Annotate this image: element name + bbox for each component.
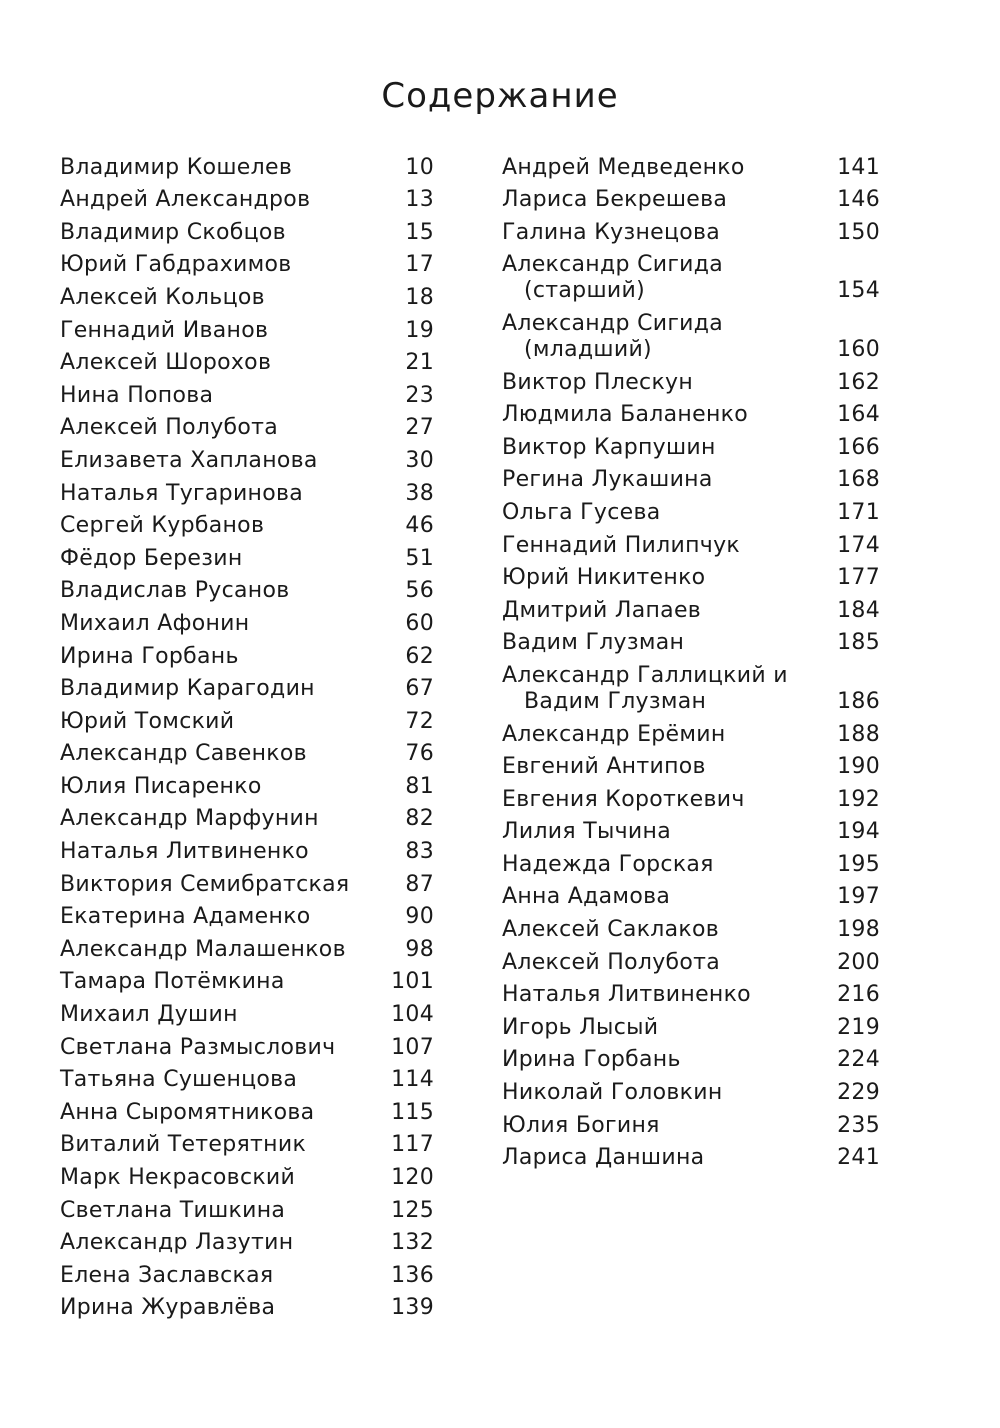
toc-entry	[502, 1011, 880, 1044]
toc-entry	[60, 249, 434, 282]
toc-entry-author-line: Татьяна Сушенцова	[60, 1067, 298, 1093]
toc-entry-page-number: 23	[405, 382, 434, 408]
toc-entry	[60, 379, 434, 412]
toc-entry-author	[60, 709, 234, 735]
toc-entry	[502, 1142, 880, 1175]
toc-entry-author	[502, 950, 720, 976]
toc-entry-author-line-continued: (старший)	[524, 278, 645, 304]
toc-entry-page-number: 17	[405, 252, 434, 278]
toc-entry-page-number: 177	[837, 565, 880, 591]
toc-entry-author-line: Светлана Размыслович	[60, 1034, 336, 1060]
toc-entry-author	[60, 644, 239, 670]
toc-entry-author	[502, 533, 740, 559]
toc-entry-author	[60, 350, 271, 376]
toc-entry-author-line: Александр Лазутин	[60, 1230, 294, 1256]
toc-entry-author	[502, 155, 745, 181]
toc-entry-author-line: Елизавета Хапланова	[60, 447, 318, 473]
toc-entry	[502, 496, 880, 529]
toc-entry-author	[60, 252, 292, 278]
toc-entry-author-line: Алексей Кольцов	[60, 284, 265, 310]
toc-entry-page-number: 164	[837, 402, 880, 428]
toc-entry	[60, 281, 434, 314]
toc-entry-author	[502, 467, 713, 493]
toc-entry-page-number: 241	[837, 1145, 880, 1171]
toc-entry-page-number: 104	[391, 1002, 434, 1028]
toc-entry	[60, 901, 434, 934]
toc-entry	[502, 431, 880, 464]
toc-entry-author-line: Надежда Горская	[502, 851, 714, 877]
toc-entry-author	[60, 806, 319, 832]
toc-entry-author	[60, 839, 309, 865]
toc-entry-author-line: Виталий Тетерятник	[60, 1132, 307, 1158]
toc-entry-author	[502, 663, 788, 715]
toc-entry	[502, 562, 880, 595]
toc-entry-author-line: Екатерина Адаменко	[60, 904, 311, 930]
toc-entry-author-line: Геннадий Иванов	[60, 317, 269, 343]
toc-entry-page-number: 27	[405, 415, 434, 441]
toc-entry	[60, 705, 434, 738]
toc-entry-author-line: Владимир Кошелев	[60, 154, 293, 180]
toc-entry-page-number: 141	[837, 154, 880, 180]
toc-entry-author-line: Владимир Скобцов	[60, 219, 286, 245]
toc-entry-author-line: Виктория Семибратская	[60, 871, 350, 897]
toc-entry-author-line: Наталья Тугаринова	[60, 480, 304, 506]
toc-entry-author	[60, 155, 292, 181]
toc-entry	[60, 1161, 434, 1194]
toc-entry-page-number: 101	[391, 969, 434, 995]
toc-entry-page-number: 13	[405, 187, 434, 213]
toc-entry-author-line: Михаил Душин	[60, 1002, 238, 1028]
toc-entry-author-line: Регина Лукашина	[502, 467, 713, 493]
toc-entry-author	[60, 1295, 275, 1321]
toc-entry	[60, 477, 434, 510]
toc-entry-author-line: Юлия Богиня	[502, 1112, 660, 1138]
toc-entry-author	[502, 982, 751, 1008]
toc-entry-author-line: Галина Кузнецова	[502, 219, 721, 245]
toc-entry	[60, 868, 434, 901]
toc-entry	[60, 1227, 434, 1260]
toc-entry-author-line: Тамара Потёмкина	[60, 969, 285, 995]
toc-entry-page-number: 62	[405, 643, 434, 669]
toc-entry	[60, 673, 434, 706]
toc-entry-page-number: 114	[391, 1067, 434, 1093]
toc-entry-author	[60, 513, 264, 539]
toc-entry-author-line-continued: Вадим Глузман	[524, 688, 707, 714]
toc-entry-author-line: Ирина Горбань	[502, 1047, 681, 1073]
toc-entry	[502, 464, 880, 497]
toc-entry-author-line: Ольга Гусева	[502, 499, 661, 525]
toc-entry	[60, 444, 434, 477]
toc-entry-author	[60, 481, 303, 507]
toc-entry-page-number: 38	[405, 480, 434, 506]
toc-entry	[60, 412, 434, 445]
toc-entry-page-number: 117	[391, 1132, 434, 1158]
toc-entry-author	[60, 1100, 314, 1126]
toc-entry-author-line: Александр Галлицкий и	[502, 662, 788, 688]
toc-entry	[60, 1259, 434, 1292]
toc-entry-author	[502, 722, 726, 748]
toc-entry	[502, 783, 880, 816]
toc-entry-author	[60, 611, 249, 637]
toc-entry-author	[502, 1113, 660, 1139]
toc-entry-page-number: 160	[837, 336, 880, 362]
toc-entry-author-line: Николай Головкин	[502, 1080, 723, 1106]
toc-entry-author	[502, 819, 671, 845]
toc-entry	[502, 366, 880, 399]
toc-entry-page-number: 98	[405, 936, 434, 962]
toc-entry-author-line: Алексей Полубота	[60, 415, 279, 441]
toc-entry-page-number: 166	[837, 434, 880, 460]
toc-entry-page-number: 60	[405, 610, 434, 636]
toc-entry	[60, 1031, 434, 1064]
toc-entry-author-line: Ирина Журавлёва	[60, 1295, 276, 1321]
toc-entry-page-number: 87	[405, 871, 434, 897]
toc-entry-author-line: Андрей Александров	[60, 187, 311, 213]
toc-entry	[60, 216, 434, 249]
toc-entry-author-line: Алексей Шорохов	[60, 350, 272, 376]
toc-entry	[60, 607, 434, 640]
toc-entry-author-line: Юрий Томский	[60, 708, 235, 734]
toc-entry-author-line: Вадим Глузман	[502, 630, 685, 656]
toc-entry	[60, 933, 434, 966]
toc-entry-author	[502, 1080, 723, 1106]
toc-entry-page-number: 115	[391, 1099, 434, 1125]
toc-entry-author	[502, 1145, 704, 1171]
toc-entry-page-number: 125	[391, 1197, 434, 1223]
toc-entry	[60, 738, 434, 771]
toc-entry-author	[60, 1263, 273, 1289]
toc-entry	[60, 347, 434, 380]
toc-entry-author-line: Юрий Никитенко	[502, 565, 706, 591]
toc-entry	[60, 314, 434, 347]
toc-entry-page-number: 10	[405, 154, 434, 180]
toc-entry-author	[60, 220, 286, 246]
toc-entry-page-number: 81	[405, 773, 434, 799]
toc-entry	[502, 249, 880, 308]
toc-entry-author	[502, 187, 727, 213]
toc-entry	[60, 1064, 434, 1097]
toc-entry	[60, 640, 434, 673]
toc-entry-author	[502, 852, 714, 878]
toc-entry-page-number: 19	[405, 317, 434, 343]
toc-entry-page-number: 168	[837, 467, 880, 493]
toc-entry	[502, 881, 880, 914]
toc-entry	[60, 1194, 434, 1227]
toc-entry-author-line: Анна Адамова	[502, 884, 671, 910]
toc-entry-page-number: 67	[405, 676, 434, 702]
toc-entry-author-line: Нина Попова	[60, 382, 214, 408]
toc-entry	[60, 803, 434, 836]
toc-entry-page-number: 185	[837, 630, 880, 656]
toc-entry	[60, 770, 434, 803]
toc-entry-author-line: Александр Малашенков	[60, 936, 346, 962]
toc-entry	[60, 966, 434, 999]
toc-entry-author	[60, 676, 315, 702]
toc-entry-author	[60, 448, 318, 474]
toc-entry-page-number: 192	[837, 786, 880, 812]
toc-entry-author	[60, 578, 290, 604]
toc-entry-author-line: Игорь Лысый	[502, 1014, 659, 1040]
toc-entry-author-line: Ирина Горбань	[60, 643, 239, 669]
toc-entry-author	[60, 383, 213, 409]
toc-entry-author-line: Марк Некрасовский	[60, 1165, 296, 1190]
toc-entry	[502, 307, 880, 366]
toc-entry-page-number: 15	[405, 219, 434, 245]
toc-entry-author	[60, 872, 349, 898]
toc-entry-page-number: 120	[391, 1165, 434, 1190]
toc-entry	[502, 184, 880, 217]
toc-entry-page-number: 174	[837, 532, 880, 558]
toc-entry	[502, 816, 880, 849]
toc-entry-author-line: Евгений Антипов	[502, 754, 706, 780]
toc-entry-page-number: 132	[391, 1230, 434, 1256]
toc-entry-page-number: 198	[837, 917, 880, 943]
toc-right-column	[502, 151, 880, 1174]
toc-entry-author	[60, 969, 285, 995]
toc-entry-page-number: 18	[405, 284, 434, 310]
toc-entry-author-line: Наталья Литвиненко	[60, 839, 309, 865]
toc-entry-author-line: Алексей Саклаков	[502, 917, 720, 943]
toc-entry-author-line: Виктор Плескун	[502, 369, 694, 395]
toc-entry-author	[502, 1015, 658, 1041]
toc-entry-author	[60, 774, 262, 800]
toc-entry	[502, 751, 880, 784]
toc-entry-page-number: 83	[405, 839, 434, 865]
toc-entry	[502, 627, 880, 660]
toc-entry-author-line: Александр Савенков	[60, 741, 307, 767]
toc-entry-author	[502, 435, 716, 461]
toc-entry-author-line: Александр Марфунин	[60, 806, 319, 832]
toc-entry-page-number: 194	[837, 819, 880, 845]
toc-entry-page-number: 146	[837, 187, 880, 213]
toc-entry-author	[60, 937, 346, 963]
toc-entry-author-line-continued: (младший)	[524, 336, 652, 362]
toc-entry	[502, 659, 880, 718]
toc-entry-page-number: 76	[405, 741, 434, 767]
toc-entry-author-line: Лариса Даншина	[502, 1145, 705, 1171]
toc-entry-author-line: Александр Сигида	[502, 310, 724, 336]
toc-entry-author-line: Сергей Курбанов	[60, 513, 265, 539]
toc-entry	[502, 216, 880, 249]
toc-entry-author	[502, 220, 720, 246]
toc-entry-page-number: 154	[837, 278, 880, 304]
toc-entry-author	[60, 546, 243, 572]
toc-entry	[60, 1096, 434, 1129]
toc-entry-page-number: 90	[405, 904, 434, 930]
toc-entry-page-number: 46	[405, 513, 434, 539]
toc-entry-page-number: 21	[405, 350, 434, 376]
toc-entry	[502, 718, 880, 751]
toc-entry-author-line: Светлана Тишкина	[60, 1197, 286, 1223]
toc-entry	[502, 151, 880, 184]
toc-entry-author	[60, 1035, 335, 1061]
toc-entry-author	[60, 318, 268, 344]
toc-entry	[60, 510, 434, 543]
toc-entry-author-line: Михаил Афонин	[60, 610, 250, 636]
toc-entry	[60, 1129, 434, 1162]
toc-entry-author-line: Виктор Карпушин	[502, 434, 716, 460]
toc-entry	[502, 979, 880, 1012]
toc-entry-page-number: 184	[837, 597, 880, 623]
page-title: Содержание	[381, 76, 619, 116]
toc-entry-author-line: Александр Сигида	[502, 252, 724, 278]
toc-entry-page-number: 188	[837, 721, 880, 747]
toc-entry-author	[502, 565, 705, 591]
toc-entry-page-number: 107	[391, 1034, 434, 1060]
toc-entry-page-number: 224	[837, 1047, 880, 1073]
toc-entry	[60, 1292, 434, 1325]
toc-entry-author	[502, 884, 670, 910]
toc-entry	[60, 151, 434, 184]
toc-entry-author-line: Наталья Литвиненко	[502, 982, 751, 1008]
toc-entry	[502, 594, 880, 627]
toc-entry-page-number: 197	[837, 884, 880, 910]
toc-entry-author	[60, 1002, 238, 1028]
toc-entry-author-line: Лариса Бекрешева	[502, 187, 728, 213]
toc-entry-author	[502, 500, 661, 526]
toc-entry-author-line: Александр Ерёмин	[502, 721, 726, 747]
toc-entry-page-number: 150	[837, 219, 880, 245]
toc-entry-author	[502, 311, 723, 363]
toc-entry-author	[60, 1067, 297, 1093]
toc-entry-page-number: 186	[837, 688, 880, 714]
toc-entry-author	[60, 285, 265, 311]
toc-entry-author	[502, 787, 745, 813]
toc-entry-page-number: 30	[405, 447, 434, 473]
toc-entry-author-line: Юрий Габдрахимов	[60, 252, 292, 278]
toc-entry-author-line: Владислав Русанов	[60, 578, 290, 604]
toc-entry-page-number: 82	[405, 806, 434, 832]
toc-entry-author	[502, 598, 701, 624]
toc-entry-page-number: 171	[837, 499, 880, 525]
toc-entry-page-number: 139	[391, 1295, 434, 1321]
toc-entry	[502, 1109, 880, 1142]
toc-entry-author	[502, 1047, 681, 1073]
toc-entry	[502, 1044, 880, 1077]
toc-entry-author	[502, 917, 719, 943]
toc-entry-author-line: Елена Заславская	[60, 1262, 274, 1288]
toc-entry-author	[60, 1230, 293, 1256]
toc-entry-author-line: Дмитрий Лапаев	[502, 597, 702, 623]
toc-entry-author	[502, 370, 693, 396]
toc-entry-page-number: 195	[837, 851, 880, 877]
toc-entry	[60, 542, 434, 575]
toc-entry-author	[60, 187, 310, 213]
toc-entry-author-line: Алексей Полубота	[502, 949, 721, 975]
toc-entry-author-line: Фёдор Березин	[60, 545, 243, 571]
toc-entry-page-number: 56	[405, 578, 434, 604]
toc-entry-page-number: 219	[837, 1014, 880, 1040]
toc-entry-author-line: Юлия Писаренко	[60, 773, 262, 799]
toc-entry-author	[60, 741, 307, 767]
toc-entry	[60, 575, 434, 608]
toc-entry-author	[60, 415, 278, 441]
toc-entry-author	[60, 904, 311, 930]
toc-entry-page-number: 216	[837, 982, 880, 1008]
toc-entry-page-number: 229	[837, 1080, 880, 1106]
toc-entry	[502, 1076, 880, 1109]
toc-entry	[60, 998, 434, 1031]
toc-entry-author-line: Геннадий Пилипчук	[502, 532, 740, 558]
toc-entry-author	[60, 1165, 295, 1191]
toc-entry-author-line: Владимир Карагодин	[60, 676, 315, 702]
toc-entry	[502, 848, 880, 881]
toc-entry	[502, 529, 880, 562]
toc-entry	[502, 946, 880, 979]
toc-entry	[502, 913, 880, 946]
toc-entry-page-number: 136	[391, 1262, 434, 1288]
toc-entry-page-number: 162	[837, 369, 880, 395]
toc-entry-page-number: 72	[405, 708, 434, 734]
toc-entry	[502, 399, 880, 432]
toc-entry-author-line: Лилия Тычина	[502, 819, 671, 845]
toc-entry-page-number: 235	[837, 1112, 880, 1138]
toc-entry	[60, 184, 434, 217]
toc-entry-author	[502, 630, 684, 656]
toc-entry-author	[502, 754, 706, 780]
toc-entry-page-number: 190	[837, 754, 880, 780]
toc-entry-author-line: Евгения Короткевич	[502, 786, 745, 812]
toc-entry-author-line: Андрей Медведенко	[502, 154, 745, 180]
toc-entry	[60, 835, 434, 868]
toc-left-column	[60, 151, 434, 1324]
toc-entry-page-number: 51	[405, 545, 434, 571]
toc-entry-author	[60, 1198, 285, 1224]
toc-entry-author-line: Анна Сыромятникова	[60, 1099, 315, 1125]
toc-entry-author-line: Людмила Баланенко	[502, 402, 748, 428]
toc-entry-page-number: 200	[837, 949, 880, 975]
toc-entry-author	[502, 402, 748, 428]
toc-entry-author	[60, 1132, 306, 1158]
toc-entry-author	[502, 252, 723, 304]
